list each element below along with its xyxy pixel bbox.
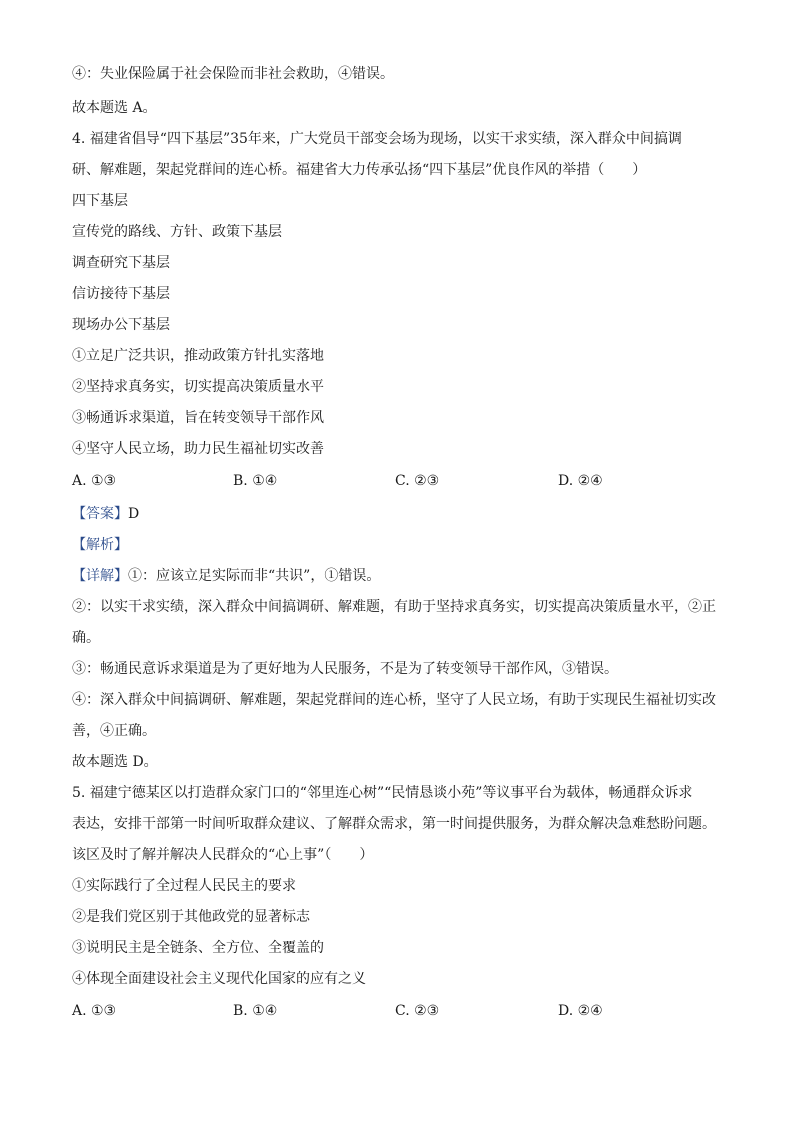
question-4-stem-cont: 研、解难题，架起党群间的连心桥。福建省大力传承弘扬“四下基层”优良作风的举措（ ） (72, 162, 647, 178)
text-line: 故本题选 A。 (72, 100, 157, 116)
text-line: 善，④正确。 (72, 723, 156, 739)
option-d: D. ②④ (558, 1003, 603, 1019)
detail-line (72, 566, 722, 586)
question-5-stem-cont: 该区及时了解并解决人民群众的“心上事”（ ） (72, 847, 374, 863)
question-5-stem: 5. 福建宁德某区以打造群众家门口的“邻里连心树”“民情恳谈小苑”等议事平台为载体，畅通群众诉求 (72, 785, 693, 801)
text-line: 信访接待下基层 (72, 286, 170, 302)
text-line: 故本题选 D。 (72, 754, 158, 770)
detail-text: ①：应该立足实际而非“共识”，①错误。 (128, 568, 381, 584)
answer-line (72, 504, 722, 524)
statement-4: ④体现全面建设社会主义现代化国家的应有之义 (72, 971, 366, 987)
statement-2: ②坚持求真务实，切实提高决策质量水平 (72, 379, 324, 395)
question-4-stem: 4. 福建省倡导“四下基层”35年来，广大党员干部变会场为现场，以实干求实绩，深入群众中间搞调 (72, 131, 682, 147)
option-b: B. ①④ (233, 1003, 278, 1019)
statement-2: ②是我们党区别于其他政党的显著标志 (72, 909, 310, 925)
analysis-tag: 【解析】 (72, 537, 128, 553)
text-line: 现场办公下基层 (72, 317, 170, 333)
text-line: 四下基层 (72, 193, 128, 209)
statement-1: ①立足广泛共识，推动政策方针扎实落地 (72, 348, 324, 364)
option-c: C. ②③ (395, 473, 440, 489)
statement-1: ①实际践行了全过程人民民主的要求 (72, 878, 296, 894)
text-line: ④：失业保险属于社会保险而非社会救助，④错误。 (72, 66, 394, 82)
analysis-line (72, 535, 722, 555)
statement-4: ④坚守人民立场，助力民生福祉切实改善 (72, 441, 324, 457)
detail-tag: 【详解】 (72, 568, 128, 584)
statement-3: ③说明民主是全链条、全方位、全覆盖的 (72, 940, 324, 956)
option-a: A. ①③ (72, 473, 117, 489)
text-line: 调查研究下基层 (72, 255, 170, 271)
text-line: ④：深入群众中间搞调研、解难题，架起党群间的连心桥，坚守了人民立场，有助于实现民生福祉切实改 (72, 692, 716, 708)
statement-3: ③畅通诉求渠道，旨在转变领导干部作风 (72, 410, 324, 426)
answer-value: D (128, 506, 140, 522)
option-d: D. ②④ (558, 473, 603, 489)
option-c: C. ②③ (395, 1003, 440, 1019)
option-a: A. ①③ (72, 1003, 117, 1019)
answer-tag: 【答案】 (72, 506, 128, 522)
text-line: ③：畅通民意诉求渠道是为了更好地为人民服务，不是为了转变领导干部作风，③错误。 (72, 661, 618, 677)
option-b: B. ①④ (233, 473, 278, 489)
text-line: 宣传党的路线、方针、政策下基层 (72, 224, 282, 240)
question-5-stem-cont: 表达，安排干部第一时间听取群众建议、了解群众需求，第一时间提供服务，为群众解决急难愁盼问题。 (72, 816, 716, 832)
text-line: ②：以实干求实绩，深入群众中间搞调研、解难题，有助于坚持求真务实，切实提高决策质量水平，②正 (72, 599, 716, 615)
text-line: 确。 (72, 630, 100, 646)
